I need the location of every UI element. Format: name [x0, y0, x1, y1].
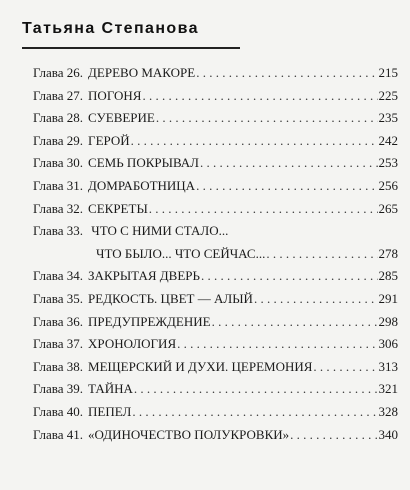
toc-entry-26 [33, 62, 398, 85]
page-number: 253 [378, 155, 398, 171]
dot-leader [196, 175, 377, 198]
chapter-title-continued: ЧТО БЫЛО... ЧТО СЕЙЧАС... [96, 245, 266, 261]
chapter-number: Глава 35. [33, 290, 84, 306]
toc-entry-35 [33, 288, 398, 311]
running-header-author: Татьяна Степанова [22, 20, 199, 37]
dot-leader [201, 265, 378, 288]
page-number: 278 [378, 245, 398, 261]
toc-entry-31 [33, 175, 398, 198]
chapter-title: ГЕРОЙ [88, 132, 130, 148]
chapter-title: ЧТО С НИМИ СТАЛО... [91, 223, 229, 239]
toc-entry-36 [33, 311, 398, 334]
chapter-number: Глава 38. [33, 358, 84, 374]
page-number: 242 [378, 132, 398, 148]
toc-entry-28 [33, 107, 398, 130]
toc-entry-27 [33, 85, 398, 108]
chapter-title: «ОДИНОЧЕСТВО ПОЛУКРОВКИ» [88, 426, 290, 442]
page-number: 256 [378, 177, 398, 193]
chapter-number: Глава 26. [33, 65, 84, 80]
chapter-number: Глава 33. [33, 223, 84, 239]
chapter-number: Глава 39. [33, 381, 84, 397]
chapter-number: Глава 34. [33, 268, 84, 284]
page-number: 313 [378, 358, 398, 374]
chapter-title: СЕМЬ ПОКРЫВАЛ [88, 155, 200, 171]
page-number: 285 [378, 268, 398, 284]
header-rule [22, 47, 240, 49]
page-number: 328 [378, 403, 398, 419]
page-number: 291 [378, 290, 398, 306]
chapter-number: Глава 29. [33, 132, 84, 148]
chapter-number: Глава 41. [33, 426, 84, 442]
chapter-number: Глава 37. [33, 336, 84, 352]
toc-entry-32 [33, 198, 398, 221]
chapter-number: Глава 30. [33, 155, 84, 171]
toc-entry-39 [33, 378, 398, 401]
page-number: 235 [378, 110, 398, 126]
dot-leader [177, 333, 377, 356]
chapter-number: Глава 31. [33, 177, 84, 193]
toc-entry-38 [33, 356, 398, 379]
chapter-title: МЕЩЕРСКИЙ И ДУХИ. ЦЕРЕМОНИЯ [88, 358, 313, 374]
dot-leader [254, 288, 378, 311]
toc-entry-29 [33, 130, 398, 153]
chapter-title: СЕКРЕТЫ [88, 200, 148, 216]
toc-entry-30 [33, 152, 398, 175]
dot-leader [134, 378, 378, 401]
toc-entry-37 [33, 333, 398, 356]
dot-leader [196, 62, 377, 85]
chapter-number: Глава 40. [33, 403, 84, 419]
page-number: 340 [378, 426, 398, 442]
chapter-title: ДОМРАБОТНИЦА [88, 177, 196, 193]
toc-entry-33-line1 [33, 220, 398, 243]
chapter-title: ПРЕДУПРЕЖДЕНИЕ [88, 313, 211, 329]
chapter-title: ХРОНОЛОГИЯ [88, 336, 177, 352]
table-of-contents [33, 62, 398, 446]
page-number: 225 [378, 87, 398, 103]
chapter-number: Глава 28. [33, 110, 84, 126]
dot-leader [131, 130, 378, 153]
page-number: 321 [378, 381, 398, 397]
chapter-title: ПОГОНЯ [88, 87, 142, 103]
dot-leader [156, 107, 378, 130]
dot-leader [200, 152, 377, 175]
page-number: 306 [378, 336, 398, 352]
page-number: 265 [378, 200, 398, 216]
page-number: 215 [378, 65, 398, 80]
dot-leader [212, 311, 378, 334]
chapter-number: Глава 32. [33, 200, 84, 216]
chapter-title: ТАЙНА [88, 381, 133, 397]
chapter-title: ПЕПЕЛ [88, 403, 132, 419]
toc-entry-40 [33, 401, 398, 424]
chapter-number: Глава 36. [33, 313, 84, 329]
dot-leader [266, 243, 377, 266]
chapter-title: ЗАКРЫТАЯ ДВЕРЬ [88, 268, 200, 284]
toc-entry-33-line2 [33, 243, 398, 266]
dot-leader [142, 85, 377, 108]
chapter-number: Глава 27. [33, 87, 84, 103]
chapter-title: СУЕВЕРИЕ [88, 110, 155, 126]
toc-entry-34 [33, 265, 398, 288]
dot-leader [132, 401, 377, 424]
chapter-title: ДЕРЕВО МАКОРЕ [88, 65, 196, 80]
dot-leader [149, 198, 378, 221]
dot-leader [313, 356, 377, 379]
dot-leader [290, 424, 377, 447]
toc-entry-41 [33, 424, 398, 447]
page-number: 298 [378, 313, 398, 329]
chapter-title: РЕДКОСТЬ. ЦВЕТ — АЛЫЙ [88, 290, 253, 306]
